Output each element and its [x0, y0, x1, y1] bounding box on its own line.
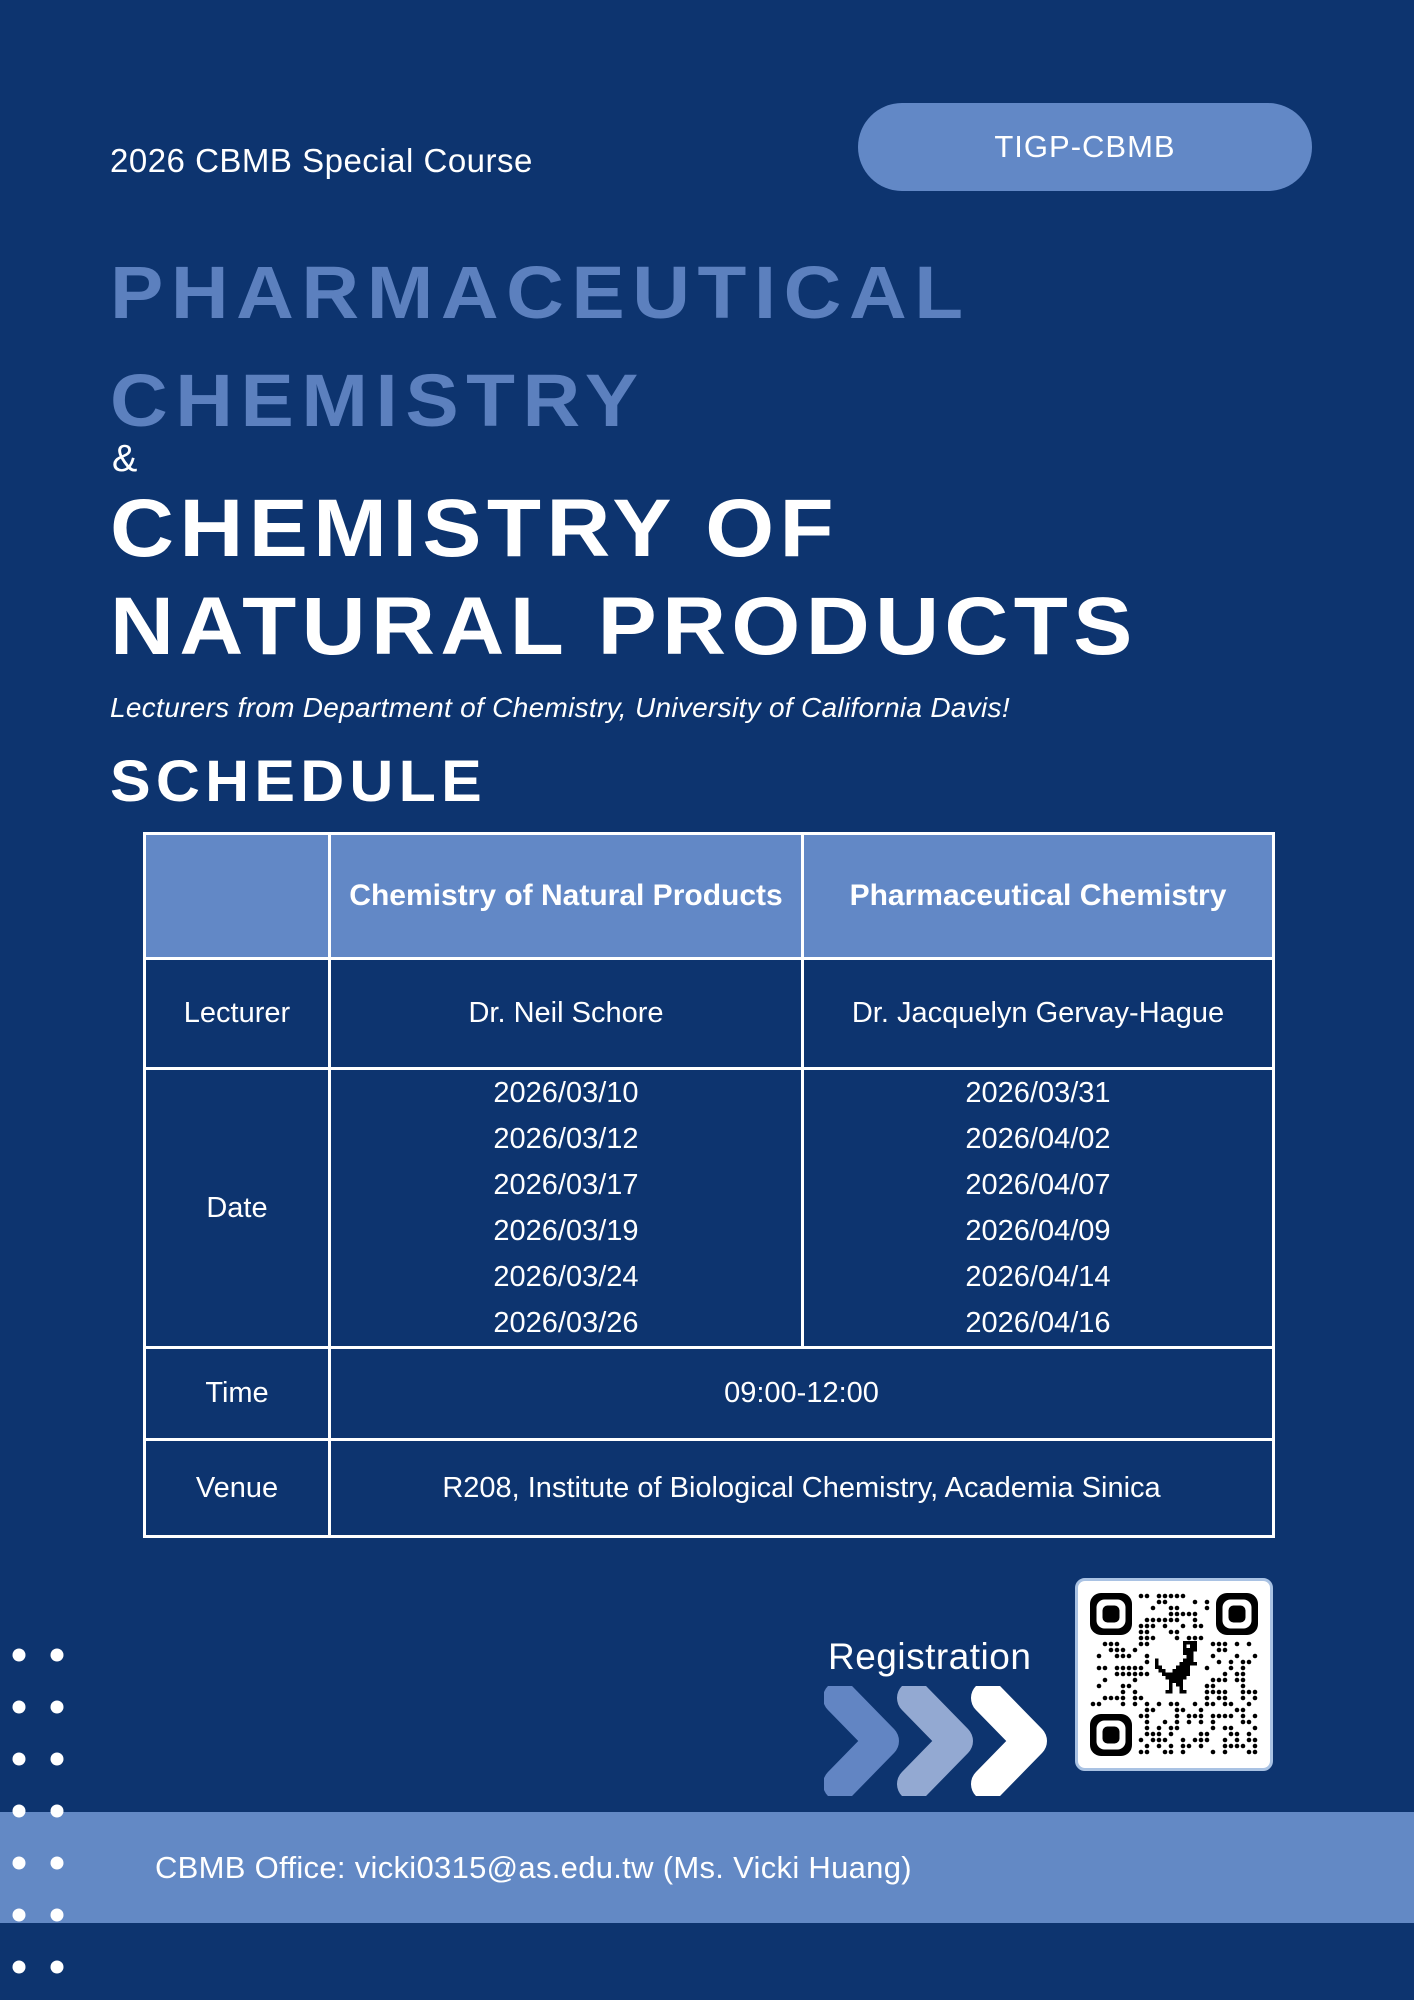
title-chemistry-of: CHEMISTRY OF [110, 483, 840, 574]
title-pharmaceutical: PHARMACEUTICAL [110, 251, 971, 334]
header-pharmaceutical: Pharmaceutical Chemistry [803, 834, 1274, 959]
venue-value: R208, Institute of Biological Chemistry, Academia Sinica [330, 1440, 1274, 1537]
tigp-cbmb-badge [858, 103, 1312, 191]
badge-label: TIGP-CBMB [994, 129, 1176, 164]
chevron-right-icon [840, 1698, 882, 1784]
date-row [145, 1069, 1274, 1348]
contact-person: (Ms. Vicki Huang) [653, 1849, 912, 1885]
chevron-right-icon [988, 1698, 1030, 1784]
lecturers-subtitle: Lecturers from Department of Chemistry, University of California Davis! [110, 692, 1010, 723]
course-label: 2026 CBMB Special Course [110, 142, 533, 179]
time-row [145, 1348, 1274, 1440]
dates-pharma: 2026/03/31 2026/04/02 2026/04/07 2026/04/09 2026/04/14 2026/04/16 [803, 1069, 1274, 1348]
ampersand-text: & [112, 438, 138, 480]
title-chemistry-blue: CHEMISTRY [110, 359, 646, 442]
chevron-right-icon [914, 1698, 956, 1784]
schedule-heading: SCHEDULE [110, 749, 487, 814]
time-label: Time [145, 1348, 330, 1440]
venue-row [145, 1440, 1274, 1537]
venue-label: Venue [145, 1440, 330, 1537]
lecturer-pharma: Dr. Jacquelyn Gervay-Hague [803, 959, 1274, 1069]
date-label: Date [145, 1069, 330, 1348]
chevron-arrows [824, 1686, 1054, 1796]
schedule-table [143, 832, 1275, 1538]
footer-bar [0, 1812, 1414, 1923]
header-empty-cell [145, 834, 330, 959]
header-natural-products: Chemistry of Natural Products [330, 834, 803, 959]
contact-email[interactable]: vicki0315@as.edu.tw [354, 1849, 654, 1885]
lecturer-row [145, 959, 1274, 1069]
time-value: 09:00-12:00 [330, 1348, 1274, 1440]
dates-natural: 2026/03/10 2026/03/12 2026/03/17 2026/03/19 2026/03/24 2026/03/26 [330, 1069, 803, 1348]
lecturer-label: Lecturer [145, 959, 330, 1069]
qr-code-image [1088, 1591, 1260, 1758]
lecturer-natural: Dr. Neil Schore [330, 959, 803, 1069]
office-label: CBMB Office: [155, 1849, 355, 1885]
registration-label: Registration [828, 1636, 1032, 1677]
title-natural-products: NATURAL PRODUCTS [110, 581, 1138, 672]
footer-contact [155, 1850, 912, 1886]
table-header-row [145, 834, 1274, 959]
dot-grid-decoration [0, 1640, 80, 1985]
registration-qr-code[interactable] [1075, 1578, 1273, 1771]
